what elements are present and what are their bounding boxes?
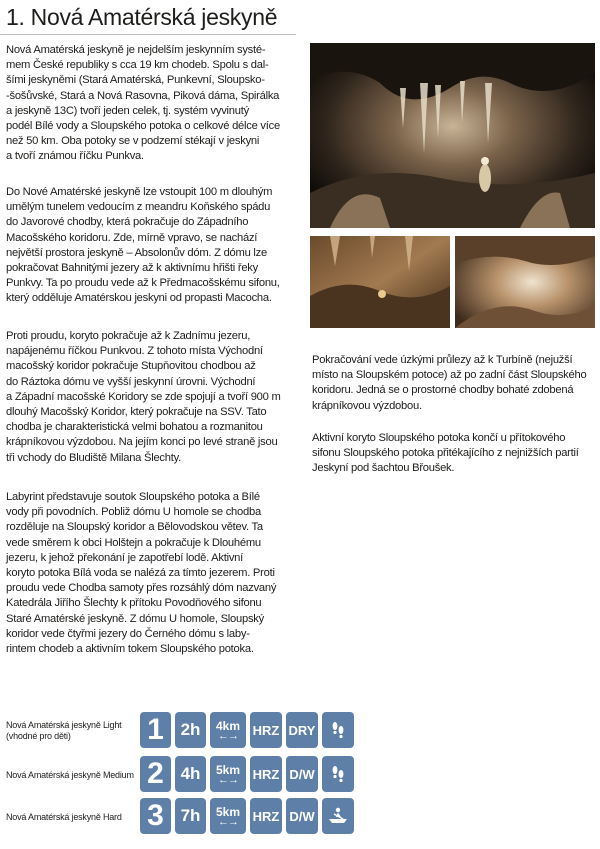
boat-icon: [322, 798, 354, 834]
time-badge: 4h: [175, 756, 206, 792]
level-badge: 1: [140, 712, 171, 748]
turbine-paragraph: Pokračování vede úzkými průlezy až k Turbíně (nejužší místo na Sloupském potoce) až po zadní část Sloupského koridoru. Jedná se o prostorné chodby bohaté zdobená krápníkovou výzdobou.: [312, 354, 587, 412]
distance-badge: 5km ←→: [210, 798, 246, 834]
cave-main-photo: [310, 43, 595, 228]
corridor-paragraph: Proti proudu, koryto pokračuje až k Zadnímu jezeru, napájenému říčkou Punkvou. Z tohoto místa Východní macošský koridor pokračuje Stupňovitou chodbou až do Ráztoka dómu ve vyšší jeskynní úrovni. Východní a Západní macošské Koridory se zde spojují a tvoří 900 m dlouhý Macošský Koridor, který pokračuje na SSV. Tato chodba je charakteristická velmi bohatou a rozmanitou krápníkovou výzdobou. Na jejím konci po levé straně jsou tři vchody do Bludiště Milana Šlechty.: [6, 330, 281, 464]
double-arrow-icon: ←→: [218, 815, 238, 828]
labyrinth-paragraph: Labyrint představuje soutok Sloupského potoka a Bílé vody při povodních. Pobliž dómu U homole se chodba rozděluje na Sloupský koridor a Bělovodskou větev. Ta vede směrem k obci Holštejn a pokračuje k Dlouhému jezeru, k jehož překonání je zapotřebí lodě. Aktivní koryto potoka Bílá voda se nalézá za tímto jezerem. Proti proudu vede Chodba samoty přes rozsáhlý dóm nazvaný Katedrála Jiřího Šlechty k přítoku Povodňového sifonu Staré Amatérské jeskyně. Z dómu U homole, Sloupský koridor vede čtyřmi jezery do Černého dómu s laby- rintem chodeb a aktivním tokem Sloupského potoka.: [6, 491, 277, 656]
siphon-paragraph: Aktivní koryto Sloupského potoka končí u přítokového sifonu Sloupského potoka přitékajícího z nejnižších partií Jeskyní pod šachtou Břoušek.: [312, 432, 579, 475]
time-badge: 7h: [175, 798, 206, 834]
difficulty-label: Nová Amatérská jeskyně Hard: [6, 811, 122, 822]
difficulty-label: Nová Amatérská jeskyně Medium: [6, 769, 134, 780]
double-arrow-icon: ←→: [218, 729, 238, 742]
dry-wet-badge: DRY: [286, 712, 318, 748]
entrance-paragraph: Do Nové Amatérské jeskyně lze vstoupit 100 m dlouhým umělým tunelem vedoucím z meandru Koňského spádu do Javorové chodby, která pokračuje do Západního Macošského koridoru. Zde, mírně vpravo, se nachází největší prostora jeskyně – Absolonův dóm. Z dómu lze pokračovat Bahnitými jezery až k aktivnímu hřišti řeky Punkvy. Ta po proudu vede až k Předmacošskému sifonu, který odděluje Amatérskou jeskyni od propasti Macocha.: [6, 186, 280, 305]
difficulty-row-medium: [6, 756, 596, 794]
footprints-icon: [322, 756, 354, 792]
hrz-badge: HRZ: [250, 712, 282, 748]
level-badge: 3: [140, 798, 171, 834]
difficulty-row-hard: [6, 798, 596, 836]
level-badge: 2: [140, 756, 171, 792]
difficulty-label: Nová Amatérská jeskyně Light (vhodné pro děti): [6, 720, 122, 741]
dry-wet-badge: D/W: [286, 756, 318, 792]
hrz-badge: HRZ: [250, 756, 282, 792]
footprints-icon: [322, 712, 354, 748]
intro-paragraph: Nová Amatérská jeskyně je nejdelším jeskynním systé- mem České republiky s cca 19 km chodeb. Spolu s dal- šími jeskyněmi (Stará Amatérská, Punkevní, Sloupsko- -šošůvské, Stará a Nová Rasovna, Piková dáma, Spirálka a jeskyně 13C) tvoří jeden celek, tj. systém vyvinutý podél Bílé vody a Sloupského potoka o celkové délce více než 50 km. Oba potoky se v podzemí stékají v jeskyni a tvoří známou říčku Punkva.: [6, 44, 280, 163]
cave-photo-left: [310, 236, 450, 328]
distance-badge: 5km ←→: [210, 756, 246, 792]
double-arrow-icon: ←→: [218, 773, 238, 786]
page-title: 1. Nová Amatérská jeskyně: [6, 4, 278, 30]
difficulty-row-light: [6, 712, 596, 750]
distance-badge: 4km ←→: [210, 712, 246, 748]
hrz-badge: HRZ: [250, 798, 282, 834]
time-badge: 2h: [175, 712, 206, 748]
title-divider: [0, 34, 296, 35]
cave-photo-right: [455, 236, 595, 328]
dry-wet-badge: D/W: [286, 798, 318, 834]
